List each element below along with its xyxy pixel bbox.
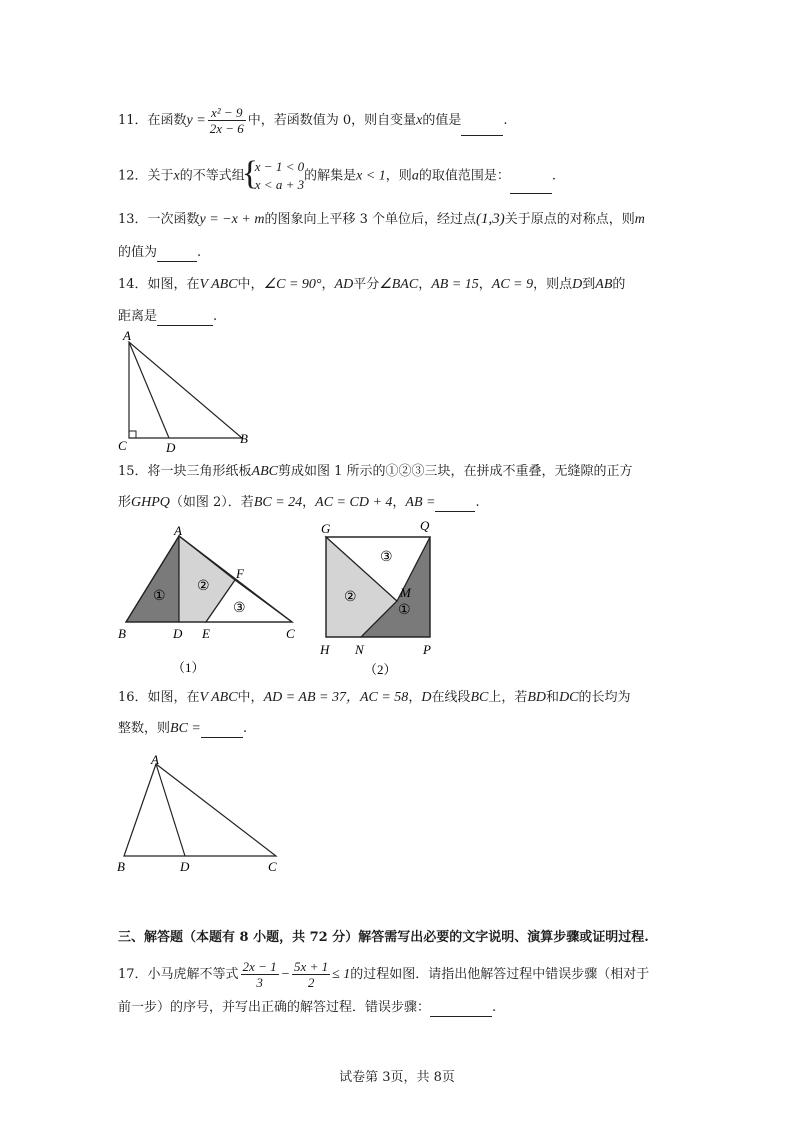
- label-c: C: [268, 859, 277, 874]
- figure-15-2: [312, 516, 442, 682]
- label-f: F: [236, 566, 244, 581]
- question-14-line2: 距离是 .: [118, 309, 218, 324]
- segment-ad: [156, 764, 185, 856]
- label-d: D: [173, 626, 183, 641]
- answer-blank[interactable]: [157, 311, 213, 326]
- answer-blank[interactable]: [461, 121, 503, 136]
- page-footer: 试卷第 3页，共 8页: [339, 1070, 455, 1085]
- question-11: 11．在函数y = $\frac{\text{x² − 9}}{2x - 6}$ 中，若函数值为 0，则自变量x的值是 .: [118, 105, 508, 136]
- label-h: H: [320, 642, 330, 657]
- figure-14-triangle: [112, 328, 262, 454]
- question-15-line2: 形GHPQ（如图 2）．若BC = 24，AC = CD + 4，AB = .: [118, 495, 480, 510]
- piece-3-label: ③: [233, 601, 246, 616]
- label-b: B: [118, 626, 126, 641]
- label-a: A: [123, 328, 131, 343]
- question-16: 16．如图，在V ABC中，AD = AB = 37，AC = 58，D在线段BC上，若BD和DC的长均为: [118, 690, 631, 705]
- caption-1: （1）: [172, 660, 205, 675]
- piece-2-label: ②: [344, 590, 357, 605]
- label-a: A: [151, 752, 159, 767]
- label-e: E: [202, 626, 210, 641]
- triangle-abc: [124, 764, 276, 856]
- label-m: M: [400, 585, 411, 600]
- piece-1-label: ①: [398, 603, 411, 618]
- triangle-abc: [129, 342, 242, 438]
- label-b: B: [240, 431, 248, 446]
- question-17-line2: 前一步）的序号，并写出正确的解答过程．错误步骤： .: [118, 1000, 497, 1015]
- answer-blank[interactable]: [157, 247, 197, 262]
- figure-16-triangle: [112, 750, 292, 880]
- answer-blank[interactable]: [510, 179, 552, 194]
- piece-3-label: ③: [380, 550, 393, 565]
- label-c: C: [286, 626, 295, 641]
- label-d: D: [166, 440, 176, 454]
- label-g: G: [321, 521, 331, 536]
- right-angle-mark: [129, 431, 136, 438]
- label-a: A: [174, 523, 182, 538]
- question-17: 17．小马虎解不等式 $\frac{2x - 1}{3}$ − $\frac{5x + 1}{2}$ ≤ 1的过程如图．请指出他解答过程中错误步骤（相对于: [118, 959, 650, 990]
- piece-2-label: ②: [197, 579, 210, 594]
- inequality-system: { x − 1 < 0 x < a + 3: [245, 158, 304, 194]
- caption-2: （2）: [364, 662, 397, 677]
- segment-ad: [129, 342, 169, 438]
- piece-1-label: ①: [153, 589, 166, 604]
- answer-blank[interactable]: [435, 497, 475, 512]
- question-16-line2: 整数，则BC = .: [118, 721, 247, 736]
- question-13: 13．一次函数y = −x + m的图象向上平移 3 个单位后，经过点(1,3)关于原点的对称点，则m: [118, 211, 645, 227]
- question-12: 12．关于x的不等式组 { x − 1 < 0 x < a + 3 的解集是x < 1，则a的取值范围是： .: [118, 158, 556, 194]
- label-d: D: [180, 859, 190, 874]
- label-q: Q: [420, 518, 430, 533]
- label-b: B: [117, 859, 125, 874]
- fraction-1: $\frac{2x - 1}{3}$: [242, 959, 277, 990]
- question-13-line2: 的值为 .: [118, 245, 202, 260]
- label-p: P: [423, 642, 431, 657]
- fraction-2: $\frac{5x + 1}{2}$: [294, 959, 329, 990]
- question-14: 14．如图，在V ABC中，∠C = 90°，AD平分∠BAC，AB = 15，AC = 9，则点D到AB的: [118, 277, 626, 292]
- fraction: $\frac{\text{x² − 9}}{2x - 6}$: [209, 105, 244, 136]
- label-c: C: [118, 438, 127, 453]
- answer-blank[interactable]: [430, 1002, 492, 1017]
- label-n: N: [355, 642, 364, 657]
- section-3-heading: 三、解答题（本题有 8 小题，共 72 分）解答需写出必要的文字说明、演算步骤或证明过程.: [118, 930, 649, 945]
- figure-15-1: [112, 522, 302, 682]
- answer-blank[interactable]: [201, 723, 243, 738]
- question-15: 15．将一块三角形纸板ABC剪成如图 1 所示的①②③三块，在拼成不重叠，无缝隙的正方: [118, 464, 633, 479]
